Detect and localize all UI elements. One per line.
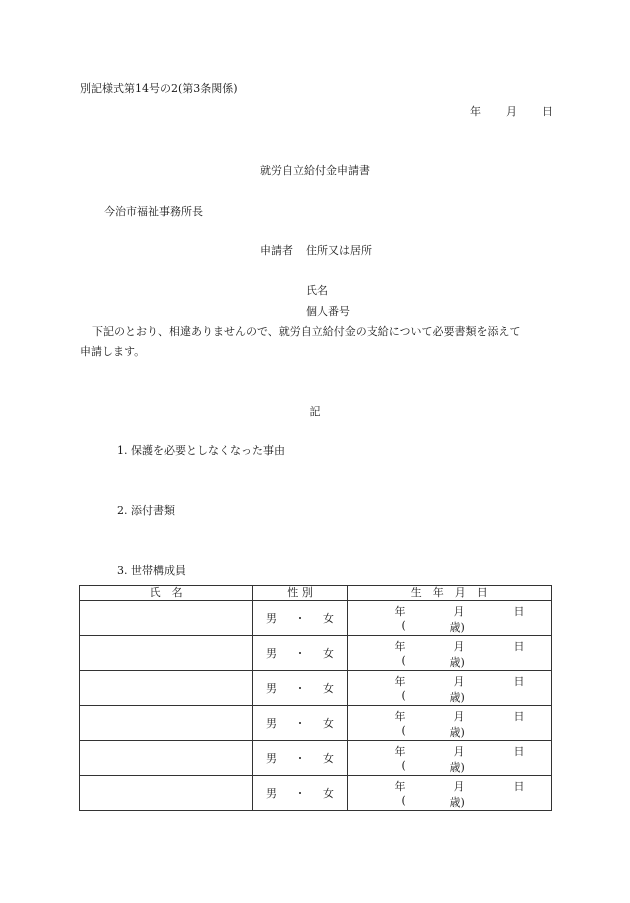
member-name-cell[interactable] bbox=[80, 636, 253, 671]
ki-heading: 記 bbox=[309, 405, 321, 418]
item-reason: 1. 保護を必要としなくなった事由 bbox=[117, 444, 285, 457]
birth-year-label: 年 bbox=[394, 745, 406, 758]
age-open-paren: ( bbox=[401, 689, 406, 702]
birth-month-label: 月 bbox=[453, 640, 465, 653]
female-option[interactable]: 女 bbox=[322, 787, 334, 800]
header-name: 氏 名 bbox=[80, 586, 253, 601]
item-attachments: 2. 添付書類 bbox=[117, 504, 175, 517]
member-name-cell[interactable] bbox=[80, 706, 253, 741]
applicant-label: 申請者 bbox=[260, 244, 293, 257]
birth-year-label: 年 bbox=[394, 605, 406, 618]
member-name-cell[interactable] bbox=[80, 601, 253, 636]
member-sex-cell[interactable] bbox=[253, 776, 347, 811]
form-id: 別記様式第14号の2(第3条関係) bbox=[80, 82, 238, 95]
member-name-cell[interactable] bbox=[80, 671, 253, 706]
age-open-paren: ( bbox=[401, 654, 406, 667]
birth-day-label: 日 bbox=[513, 745, 525, 758]
table-row bbox=[80, 636, 552, 671]
male-option[interactable]: 男 bbox=[265, 752, 277, 765]
table-row bbox=[80, 706, 552, 741]
age-open-paren: ( bbox=[401, 724, 406, 737]
age-label: 歳) bbox=[449, 656, 465, 669]
age-label: 歳) bbox=[449, 691, 465, 704]
female-option[interactable]: 女 bbox=[322, 717, 334, 730]
document-title: 就労自立給付金申請書 bbox=[260, 164, 370, 177]
household-members-table bbox=[79, 585, 552, 811]
age-label: 歳) bbox=[449, 796, 465, 809]
member-sex-cell[interactable] bbox=[253, 601, 347, 636]
birth-day-label: 日 bbox=[513, 710, 525, 723]
addressee: 今治市福祉事務所長 bbox=[104, 205, 203, 218]
age-open-paren: ( bbox=[401, 619, 406, 632]
member-sex-cell[interactable] bbox=[253, 671, 347, 706]
female-option[interactable]: 女 bbox=[322, 647, 334, 660]
age-label: 歳) bbox=[449, 726, 465, 739]
separator-dot: ・ bbox=[294, 787, 306, 800]
member-sex-cell[interactable] bbox=[253, 741, 347, 776]
member-birthdate-cell[interactable] bbox=[347, 636, 551, 671]
separator-dot: ・ bbox=[294, 682, 306, 695]
name-label: 氏名 bbox=[306, 284, 328, 297]
date-day-label: 日 bbox=[542, 105, 553, 118]
member-birthdate-cell[interactable] bbox=[347, 671, 551, 706]
female-option[interactable]: 女 bbox=[322, 612, 334, 625]
female-option[interactable]: 女 bbox=[322, 682, 334, 695]
age-label: 歳) bbox=[449, 761, 465, 774]
birth-year-label: 年 bbox=[394, 710, 406, 723]
separator-dot: ・ bbox=[294, 717, 306, 730]
birth-year-label: 年 bbox=[394, 780, 406, 793]
birth-month-label: 月 bbox=[453, 780, 465, 793]
member-name-cell[interactable] bbox=[80, 741, 253, 776]
birth-month-label: 月 bbox=[453, 710, 465, 723]
age-label: 歳) bbox=[449, 621, 465, 634]
birth-day-label: 日 bbox=[513, 640, 525, 653]
table-row bbox=[80, 601, 552, 636]
table-row bbox=[80, 776, 552, 811]
member-birthdate-cell[interactable] bbox=[347, 601, 551, 636]
member-birthdate-cell[interactable] bbox=[347, 706, 551, 741]
female-option[interactable]: 女 bbox=[322, 752, 334, 765]
member-name-cell[interactable] bbox=[80, 776, 253, 811]
birth-day-label: 日 bbox=[513, 675, 525, 688]
age-open-paren: ( bbox=[401, 794, 406, 807]
male-option[interactable]: 男 bbox=[265, 647, 277, 660]
male-option[interactable]: 男 bbox=[265, 717, 277, 730]
birth-year-label: 年 bbox=[394, 640, 406, 653]
separator-dot: ・ bbox=[294, 612, 306, 625]
male-option[interactable]: 男 bbox=[265, 787, 277, 800]
address-label: 住所又は居所 bbox=[306, 244, 372, 257]
birth-month-label: 月 bbox=[453, 675, 465, 688]
male-option[interactable]: 男 bbox=[265, 612, 277, 625]
separator-dot: ・ bbox=[294, 752, 306, 765]
table-row bbox=[80, 741, 552, 776]
my-number-label: 個人番号 bbox=[306, 305, 350, 318]
table-row bbox=[80, 671, 552, 706]
birth-day-label: 日 bbox=[513, 780, 525, 793]
age-open-paren: ( bbox=[401, 759, 406, 772]
birth-day-label: 日 bbox=[513, 605, 525, 618]
item-household-members: 3. 世帯構成員 bbox=[117, 564, 186, 577]
body-paragraph: 下記のとおり、相違ありませんので、就労自立給付金の支給について必要書類を添えて申請します。 bbox=[80, 325, 521, 358]
member-sex-cell[interactable] bbox=[253, 706, 347, 741]
male-option[interactable]: 男 bbox=[265, 682, 277, 695]
birth-month-label: 月 bbox=[453, 605, 465, 618]
separator-dot: ・ bbox=[294, 647, 306, 660]
member-birthdate-cell[interactable] bbox=[347, 776, 551, 811]
header-birthdate: 生 年 月 日 bbox=[347, 586, 551, 601]
date-year-label: 年 bbox=[470, 105, 481, 118]
birth-month-label: 月 bbox=[453, 745, 465, 758]
table-header-row bbox=[80, 586, 552, 601]
member-birthdate-cell[interactable] bbox=[347, 741, 551, 776]
birth-year-label: 年 bbox=[394, 675, 406, 688]
member-sex-cell[interactable] bbox=[253, 636, 347, 671]
date-month-label: 月 bbox=[506, 105, 517, 118]
header-sex: 性 別 bbox=[253, 586, 347, 601]
